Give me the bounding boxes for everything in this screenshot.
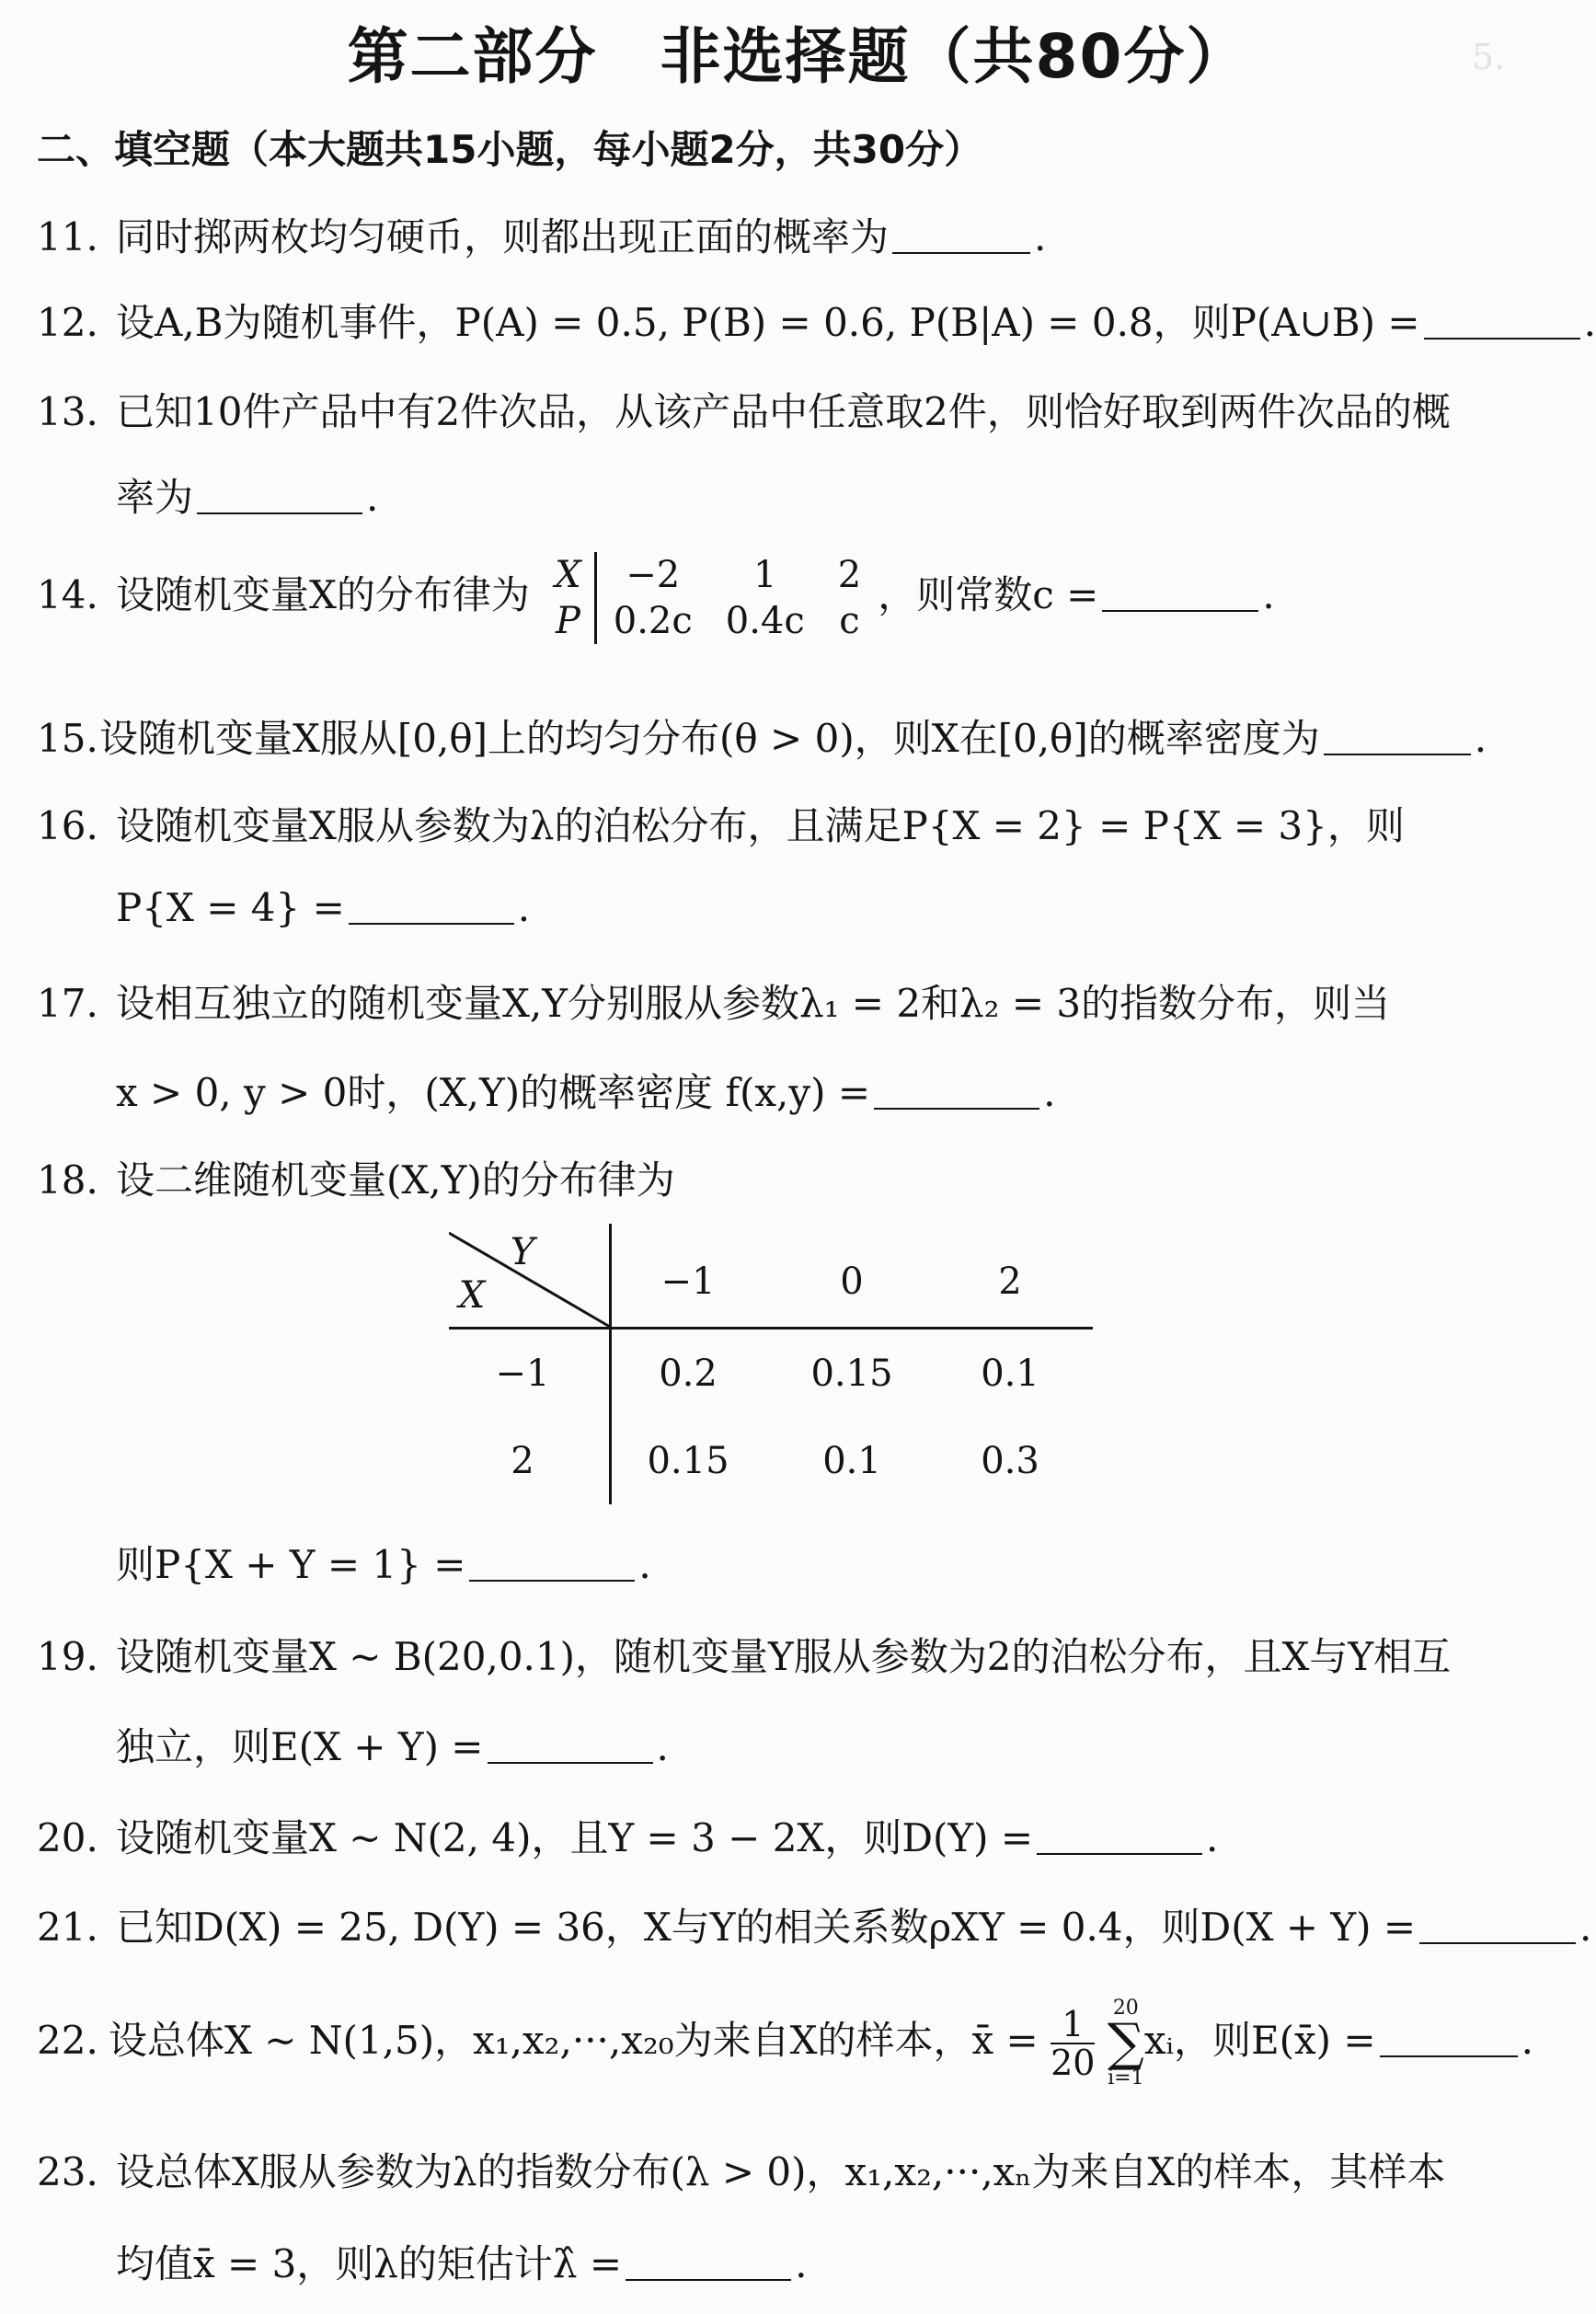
question-11: 11. 同时掷两枚均匀硬币，则都出现正面的概率为 . — [37, 214, 1047, 259]
table-cell: 0.3 — [981, 1440, 1039, 1482]
column-header: −1 — [660, 1261, 716, 1303]
question-text: 率为 — [116, 475, 194, 520]
question-number: 23. — [37, 2149, 98, 2194]
question-number: 22. — [37, 2018, 98, 2063]
answer-blank[interactable] — [1324, 720, 1471, 755]
question-19 — [37, 1627, 1451, 1682]
question-17-continued: x > 0, y > 0时，(X,Y)的概率密度 f(x,y) = . — [116, 1070, 1056, 1115]
question-21: 21. 已知D(X) = 25, D(Y) = 36，X与Y的相关系数ρXY = 0.4，则D(X + Y) = . — [37, 1905, 1592, 1950]
question-text: 设相互独立的随机变量X,Y分别服从参数λ₁ = 2和λ₂ = 3的指数分布，则当 — [116, 981, 1391, 1026]
question-text: 同时掷两枚均匀硬币，则都出现正面的概率为 — [116, 214, 890, 259]
bleed-through: 5. — [1472, 37, 1506, 77]
sigma-symbol: ∑ — [1107, 2013, 1144, 2073]
question-text: 设总体X服从参数为λ的指数分布(λ > 0)，x₁,x₂,···,xₙ为来自X的样本，其样本 — [116, 2149, 1446, 2194]
question-text: 设随机变量X服从参数为λ的泊松分布，且满足P{X = 2} = P{X = 3}，则 — [116, 803, 1405, 848]
answer-blank[interactable] — [1424, 305, 1580, 340]
question-number: 20. — [37, 1815, 98, 1860]
table-header-x: X — [542, 552, 595, 598]
table-cell: 0.1 — [822, 1440, 881, 1482]
question-number: 15. — [37, 716, 98, 761]
table-cell: c — [839, 600, 860, 642]
table-cell: 1 — [753, 554, 777, 596]
table-horizontal-rule — [449, 1327, 1093, 1330]
joint-distribution-table — [449, 1224, 1093, 1509]
question-text: 设随机变量X的分布律为 — [116, 572, 530, 617]
question-text: ，则常数c = — [878, 572, 1099, 617]
table-cell: 0.15 — [647, 1440, 729, 1482]
table-vertical-rule — [609, 1224, 612, 1504]
question-text: 设随机变量X ~ B(20,0.1)，随机变量Y服从参数为2的泊松分布，且X与Y相互 — [116, 1634, 1452, 1679]
answer-blank[interactable] — [626, 2246, 791, 2281]
question-text: x > 0, y > 0时，(X,Y)的概率密度 f(x,y) = — [116, 1070, 871, 1115]
answer-blank[interactable] — [469, 1547, 635, 1582]
table-cell: −2 — [626, 554, 681, 596]
distribution-table — [542, 552, 878, 644]
question-number: 14. — [37, 572, 98, 617]
question-16-continued: P{X = 4} = . — [116, 885, 531, 930]
question-number: 11. — [37, 214, 98, 259]
answer-blank[interactable] — [892, 219, 1030, 254]
answer-blank[interactable] — [197, 479, 362, 514]
table-cell: 0.2c — [613, 600, 693, 642]
column-header: 2 — [998, 1261, 1022, 1303]
table-cell: 2 — [837, 554, 862, 596]
page-title: 第二部分 非选择题（共80分） — [347, 21, 1249, 92]
sum-term: xᵢ — [1143, 2018, 1174, 2063]
question-text: 已知10件产品中有2件次品，从该产品中任意取2件，则恰好取到两件次品的概 — [116, 389, 1451, 434]
corner-label-x: X — [458, 1274, 486, 1317]
question-number: 19. — [37, 1634, 98, 1679]
question-text: 独立，则E(X + Y) = — [116, 1724, 484, 1769]
answer-blank[interactable] — [349, 890, 514, 925]
question-19-continued: 独立，则E(X + Y) = . — [116, 1724, 669, 1769]
question-text: 设A,B为随机事件，P(A) = 0.5, P(B) = 0.6, P(B|A) = 0.8，则P(A∪B) = — [116, 300, 1420, 345]
question-text: 设随机变量X ~ N(2, 4)，且Y = 3 − 2X，则D(Y) = — [116, 1815, 1034, 1860]
question-23 — [37, 2142, 1445, 2197]
question-text: 设总体X ~ N(1,5)，x₁,x₂,···,x₂₀为来自X的样本，x̄ = — [109, 2018, 1039, 2063]
answer-blank[interactable] — [1037, 1820, 1202, 1855]
question-18 — [37, 1150, 675, 1205]
table-cell: 0.15 — [810, 1353, 893, 1395]
table-header-p: P — [542, 598, 595, 644]
answer-blank[interactable] — [1102, 577, 1258, 612]
fraction: $\frac{1}{20}$ — [1051, 2004, 1096, 2083]
question-number: 13. — [37, 389, 98, 434]
question-16 — [37, 796, 1405, 851]
question-14: 14. 设随机变量X的分布律为 X −2 1 2 P 0.2c 0.4c c ，则常数c = . — [37, 554, 1275, 642]
question-18-continued: 则P{X + Y = 1} = . — [116, 1542, 651, 1587]
question-17 — [37, 973, 1390, 1029]
answer-blank[interactable] — [1419, 1909, 1576, 1944]
question-text: P{X = 4} = — [116, 885, 345, 930]
answer-blank[interactable] — [874, 1075, 1039, 1110]
question-15: 15.设随机变量X服从[0,θ]上的均匀分布(θ > 0)，则X在[0,θ]的概率密度为 . — [37, 716, 1487, 761]
column-header: 0 — [840, 1261, 864, 1303]
question-22: 22. 设总体X ~ N(1,5)，x₁,x₂,···,x₂₀为来自X的样本，x̄ = $\frac{1}{20}$ 20 ∑ i=1 xᵢ，则E(x̄) = . — [37, 1997, 1533, 2090]
corner-label-y: Y — [510, 1231, 535, 1273]
question-13-continued: 率为 . — [116, 475, 379, 520]
row-header: −1 — [495, 1353, 550, 1395]
question-20: 20. 设随机变量X ~ N(2, 4)，且Y = 3 − 2X，则D(Y) = . — [37, 1815, 1219, 1860]
section-heading: 二、填空题（本大题共15小题，每小题2分，共30分） — [37, 127, 983, 172]
question-text: 设随机变量X服从[0,θ]上的均匀分布(θ > 0)，则X在[0,θ]的概率密度为 — [99, 716, 1320, 761]
question-text: 已知D(X) = 25, D(Y) = 36，X与Y的相关系数ρXY = 0.4，则D(X + Y) = — [116, 1905, 1417, 1950]
question-number: 16. — [37, 803, 98, 848]
table-cell: 0.2 — [659, 1353, 718, 1395]
summation: 20 ∑ i=1 — [1107, 1997, 1144, 2090]
question-13 — [37, 382, 1451, 437]
table-cell: 0.4c — [725, 600, 805, 642]
question-text: ，则E(x̄) = — [1173, 2018, 1376, 2063]
question-number: 12. — [37, 300, 98, 345]
question-number: 18. — [37, 1157, 98, 1203]
question-text: 均值x̄ = 3，则λ的矩估计λ̂ = — [116, 2241, 623, 2286]
question-text: 则P{X + Y = 1} = — [116, 1542, 466, 1587]
question-text: 设二维随机变量(X,Y)的分布律为 — [116, 1157, 675, 1203]
question-12: 12. 设A,B为随机事件，P(A) = 0.5, P(B) = 0.6, P(B|A) = 0.8，则P(A∪B) = . — [37, 300, 1596, 345]
question-23-continued: 均值x̄ = 3，则λ的矩估计λ̂ = . — [116, 2241, 808, 2286]
answer-blank[interactable] — [1380, 2022, 1518, 2057]
answer-blank[interactable] — [488, 1729, 653, 1764]
table-cell: 0.1 — [981, 1353, 1039, 1395]
question-number: 21. — [37, 1905, 98, 1950]
row-header: 2 — [511, 1440, 534, 1482]
question-number: 17. — [37, 981, 98, 1026]
